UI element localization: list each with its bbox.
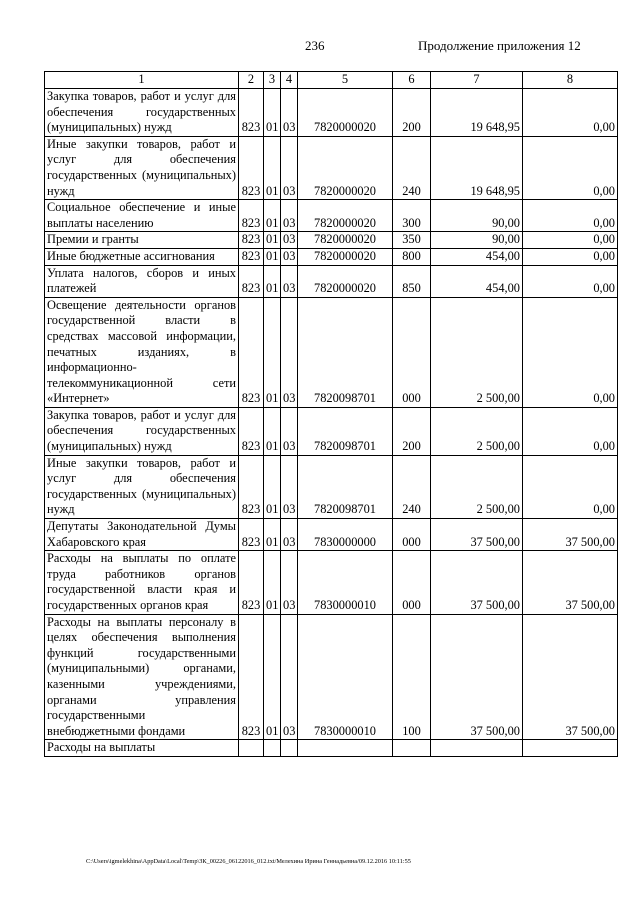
subsection-code-cell: 03 bbox=[281, 232, 298, 249]
section-code-cell: 01 bbox=[264, 200, 281, 232]
section-code-cell: 01 bbox=[264, 265, 281, 297]
subsection-code-cell: 03 bbox=[281, 551, 298, 614]
table-row bbox=[45, 297, 618, 407]
row-name-cell: Закупка товаров, работ и услуг для обеспечения государственных (муниципальных) нужд bbox=[45, 407, 239, 455]
subsection-code-cell: 03 bbox=[281, 89, 298, 137]
amount-cell: 454,00 bbox=[431, 248, 523, 265]
amount-cell: 0,00 bbox=[523, 136, 618, 199]
table-row bbox=[45, 740, 618, 757]
amount-cell: 0,00 bbox=[523, 200, 618, 232]
section-code-cell bbox=[264, 740, 281, 757]
column-header: 2 bbox=[239, 72, 264, 89]
expense-type-cell: 000 bbox=[393, 551, 431, 614]
column-header: 5 bbox=[298, 72, 393, 89]
chapter-code-cell bbox=[239, 740, 264, 757]
chapter-code-cell: 823 bbox=[239, 519, 264, 551]
amount-cell bbox=[523, 740, 618, 757]
amount-cell: 0,00 bbox=[523, 407, 618, 455]
row-name-cell: Иные закупки товаров, работ и услуг для обеспечения государственных (муниципальных) нужд bbox=[45, 136, 239, 199]
chapter-code-cell: 823 bbox=[239, 248, 264, 265]
column-header: 6 bbox=[393, 72, 431, 89]
table-row bbox=[45, 232, 618, 249]
table-row bbox=[45, 455, 618, 518]
chapter-code-cell: 823 bbox=[239, 136, 264, 199]
subsection-code-cell: 03 bbox=[281, 455, 298, 518]
amount-cell: 19 648,95 bbox=[431, 89, 523, 137]
expense-type-cell: 240 bbox=[393, 136, 431, 199]
table-row bbox=[45, 200, 618, 232]
target-article-cell: 7820000020 bbox=[298, 200, 393, 232]
chapter-code-cell: 823 bbox=[239, 265, 264, 297]
table-body bbox=[45, 72, 618, 757]
chapter-code-cell: 823 bbox=[239, 614, 264, 740]
table-row bbox=[45, 519, 618, 551]
target-article-cell: 7820000020 bbox=[298, 265, 393, 297]
amount-cell: 90,00 bbox=[431, 232, 523, 249]
table-row bbox=[45, 89, 618, 137]
subsection-code-cell: 03 bbox=[281, 200, 298, 232]
table-row bbox=[45, 136, 618, 199]
expense-type-cell: 100 bbox=[393, 614, 431, 740]
subsection-code-cell: 03 bbox=[281, 265, 298, 297]
budget-table bbox=[44, 71, 618, 757]
table-row bbox=[45, 248, 618, 265]
expense-type-cell: 000 bbox=[393, 297, 431, 407]
amount-cell: 19 648,95 bbox=[431, 136, 523, 199]
amount-cell: 0,00 bbox=[523, 265, 618, 297]
row-name-cell: Депутаты Законодательной Думы Хабаровского края bbox=[45, 519, 239, 551]
amount-cell: 2 500,00 bbox=[431, 297, 523, 407]
amount-cell: 454,00 bbox=[431, 265, 523, 297]
target-article-cell: 7820098701 bbox=[298, 297, 393, 407]
section-code-cell: 01 bbox=[264, 297, 281, 407]
chapter-code-cell: 823 bbox=[239, 200, 264, 232]
subsection-code-cell: 03 bbox=[281, 136, 298, 199]
expense-type-cell: 300 bbox=[393, 200, 431, 232]
section-code-cell: 01 bbox=[264, 455, 281, 518]
expense-type-cell: 850 bbox=[393, 265, 431, 297]
subsection-code-cell: 03 bbox=[281, 407, 298, 455]
amount-cell: 0,00 bbox=[523, 89, 618, 137]
row-name-cell: Уплата налогов, сборов и иных платежей bbox=[45, 265, 239, 297]
chapter-code-cell: 823 bbox=[239, 551, 264, 614]
amount-cell bbox=[431, 740, 523, 757]
column-header: 8 bbox=[523, 72, 618, 89]
table-row bbox=[45, 614, 618, 740]
chapter-code-cell: 823 bbox=[239, 407, 264, 455]
column-header: 3 bbox=[264, 72, 281, 89]
amount-cell: 0,00 bbox=[523, 232, 618, 249]
column-header: 4 bbox=[281, 72, 298, 89]
amount-cell: 37 500,00 bbox=[523, 614, 618, 740]
section-code-cell: 01 bbox=[264, 136, 281, 199]
target-article-cell: 7830000010 bbox=[298, 551, 393, 614]
page-number: 236 bbox=[305, 38, 325, 53]
subsection-code-cell: 03 bbox=[281, 248, 298, 265]
amount-cell: 0,00 bbox=[523, 248, 618, 265]
chapter-code-cell: 823 bbox=[239, 232, 264, 249]
target-article-cell: 7830000010 bbox=[298, 614, 393, 740]
amount-cell: 2 500,00 bbox=[431, 407, 523, 455]
row-name-cell: Социальное обеспечение и иные выплаты населению bbox=[45, 200, 239, 232]
section-code-cell: 01 bbox=[264, 519, 281, 551]
expense-type-cell bbox=[393, 740, 431, 757]
amount-cell: 0,00 bbox=[523, 297, 618, 407]
subsection-code-cell: 03 bbox=[281, 614, 298, 740]
target-article-cell bbox=[298, 740, 393, 757]
section-code-cell: 01 bbox=[264, 407, 281, 455]
expense-type-cell: 800 bbox=[393, 248, 431, 265]
amount-cell: 0,00 bbox=[523, 455, 618, 518]
amount-cell: 37 500,00 bbox=[431, 614, 523, 740]
row-name-cell: Закупка товаров, работ и услуг для обеспечения государственных (муниципальных) нужд bbox=[45, 89, 239, 137]
target-article-cell: 7820098701 bbox=[298, 407, 393, 455]
target-article-cell: 7820000020 bbox=[298, 248, 393, 265]
section-code-cell: 01 bbox=[264, 551, 281, 614]
section-code-cell: 01 bbox=[264, 89, 281, 137]
row-name-cell: Иные закупки товаров, работ и услуг для обеспечения государственных (муниципальных) нужд bbox=[45, 455, 239, 518]
chapter-code-cell: 823 bbox=[239, 297, 264, 407]
row-name-cell: Расходы на выплаты персоналу в целях обеспечения выполнения функций государственными (муниципальными) органами, казенными учреждениями, органами управления государственными внебюджетными фондами bbox=[45, 614, 239, 740]
amount-cell: 90,00 bbox=[431, 200, 523, 232]
section-code-cell: 01 bbox=[264, 232, 281, 249]
row-name-cell: Иные бюджетные ассигнования bbox=[45, 248, 239, 265]
expense-type-cell: 350 bbox=[393, 232, 431, 249]
amount-cell: 37 500,00 bbox=[523, 551, 618, 614]
expense-type-cell: 200 bbox=[393, 89, 431, 137]
row-name-cell: Освещение деятельности органов государственной власти в средствах массовой информации, печатных изданиях, в информационно-телекоммуникационной сети «Интернет» bbox=[45, 297, 239, 407]
amount-cell: 37 500,00 bbox=[431, 519, 523, 551]
table-header-row bbox=[45, 72, 618, 89]
table-row bbox=[45, 407, 618, 455]
row-name-cell: Расходы на выплаты bbox=[45, 740, 239, 757]
chapter-code-cell: 823 bbox=[239, 455, 264, 518]
target-article-cell: 7820000020 bbox=[298, 136, 393, 199]
row-name-cell: Расходы на выплаты по оплате труда работников органов государственной власти края и государственных органов края bbox=[45, 551, 239, 614]
table-row bbox=[45, 551, 618, 614]
amount-cell: 2 500,00 bbox=[431, 455, 523, 518]
expense-type-cell: 000 bbox=[393, 519, 431, 551]
target-article-cell: 7820000020 bbox=[298, 232, 393, 249]
appendix-label: Продолжение приложения 12 bbox=[418, 38, 581, 53]
subsection-code-cell bbox=[281, 740, 298, 757]
table-row bbox=[45, 265, 618, 297]
amount-cell: 37 500,00 bbox=[431, 551, 523, 614]
column-header: 1 bbox=[45, 72, 239, 89]
column-header: 7 bbox=[431, 72, 523, 89]
subsection-code-cell: 03 bbox=[281, 519, 298, 551]
row-name-cell: Премии и гранты bbox=[45, 232, 239, 249]
target-article-cell: 7820000020 bbox=[298, 89, 393, 137]
chapter-code-cell: 823 bbox=[239, 89, 264, 137]
expense-type-cell: 200 bbox=[393, 407, 431, 455]
file-path-footer: C:\Users\igmelekhina\AppData\Local\Temp\ЗК_00226_06122016_012.txt/Мелехина Ирина Геннадьевна/09.12.2016 10:11:55 bbox=[86, 858, 411, 865]
subsection-code-cell: 03 bbox=[281, 297, 298, 407]
amount-cell: 37 500,00 bbox=[523, 519, 618, 551]
expense-type-cell: 240 bbox=[393, 455, 431, 518]
target-article-cell: 7830000000 bbox=[298, 519, 393, 551]
section-code-cell: 01 bbox=[264, 614, 281, 740]
section-code-cell: 01 bbox=[264, 248, 281, 265]
target-article-cell: 7820098701 bbox=[298, 455, 393, 518]
